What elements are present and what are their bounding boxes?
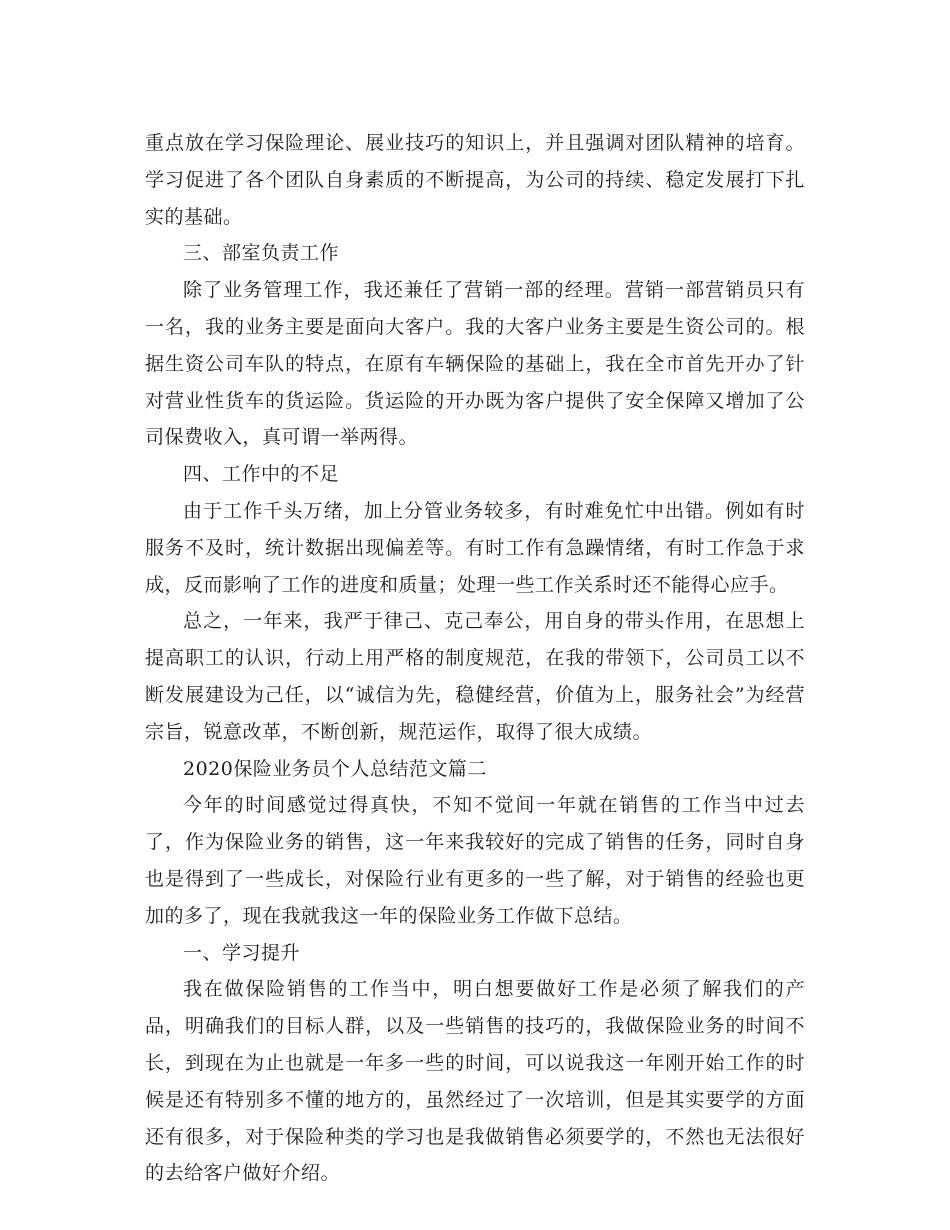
document-body (145, 125, 805, 1192)
paragraph-shortcomings: 由于工作千头万绪，加上分管业务较多，有时难免忙中出错。例如有时服务不及时，统计数据出现偏差等。有时工作有急躁情绪，有时工作急于求成，反而影响了工作的进度和质量；处理一些工作关系时还不能得心应手。 (145, 499, 805, 596)
section-heading-shortcomings: 四、工作中的不足 (183, 463, 340, 486)
paragraph-department-work: 除了业务管理工作，我还兼任了营销一部的经理。营销一部营销员只有一名，我的业务主要是面向大客户。我的大客户业务主要是生资公司的。根据生资公司车队的特点，在原有车辆保险的基础上，我在全市首先开办了针对营业性货车的货运险。货运险的开办既为客户提供了安全保障又增加了公司保费收入，真可谓一举两得。 (145, 279, 805, 449)
article-title-part-two: 2020保险业务员个人总结范文篇二 (183, 757, 487, 780)
paragraph-continuation: 重点放在学习保险理论、展业技巧的知识上，并且强调对团队精神的培育。学习促进了各个团队自身素质的不断提高，为公司的持续、稳定发展打下扎实的基础。 (145, 132, 805, 228)
paragraph-learning: 我在做保险销售的工作当中，明白想要做好工作是必须了解我们的产品，明确我们的目标人群，以及一些销售的技巧的，我做保险业务的时间不长，到现在为止也就是一年多一些的时间，可以说我这一年刚开始工作的时候是还有特别多不懂的地方的，虽然经过了一次培训，但是其实要学的方面还有很多，对于保险种类的学习也是我做销售必须要学的，不然也无法很好的去给客户做好介绍。 (145, 978, 805, 1185)
paragraph-summary: 总之，一年来，我严于律己、克己奉公，用自身的带头作用，在思想上提高职工的认识，行动上用严格的制度规范，在我的带领下，公司员工以不断发展建设为己任，以“诚信为先，稳健经营，价值为上，服务社会”为经营宗旨，锐意改革，不断创新，规范运作，取得了很大成绩。 (145, 610, 805, 743)
section-heading-learning: 一、学习提升 (183, 941, 301, 964)
paragraph-intro-part-two: 今年的时间感觉过得真快，不知不觉间一年就在销售的工作当中过去了，作为保险业务的销售，这一年来我较好的完成了销售的任务，同时自身也是得到了一些成长，对保险行业有更多的一些了解，对于销售的经验也更加的多了，现在我就我这一年的保险业务工作做下总结。 (145, 794, 805, 927)
section-heading-department-work: 三、部室负责工作 (183, 242, 340, 265)
